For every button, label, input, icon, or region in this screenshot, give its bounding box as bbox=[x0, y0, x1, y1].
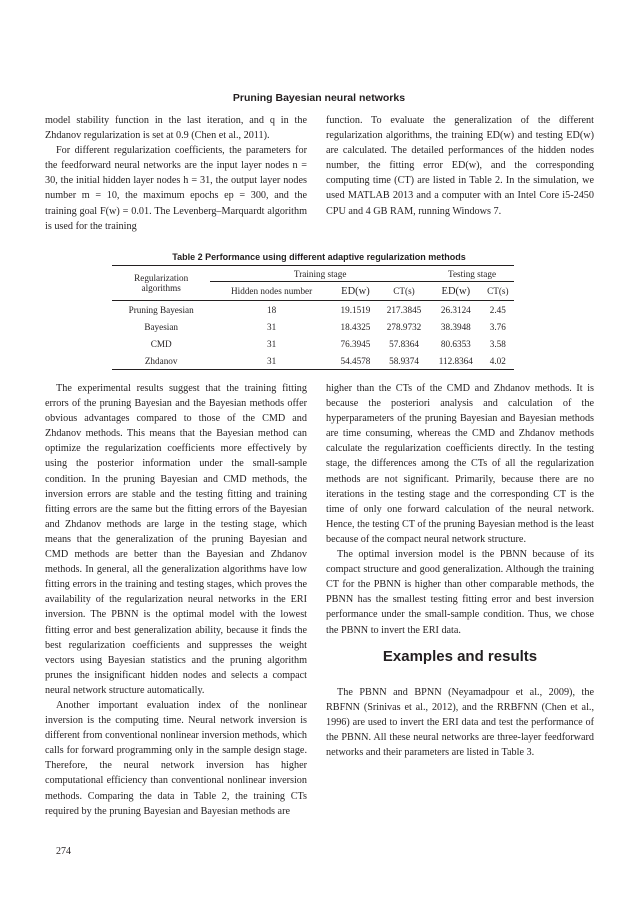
cell-ct-test: 4.02 bbox=[482, 352, 514, 370]
cell-ed-test: 38.3948 bbox=[440, 321, 471, 332]
top-right-column bbox=[326, 113, 594, 219]
table-row bbox=[112, 318, 514, 335]
header-ed-testing: ED(w) bbox=[430, 282, 482, 301]
top-left-column bbox=[45, 113, 307, 234]
cell-ct-train: 57.8364 bbox=[389, 338, 419, 349]
paragraph: The optimal inversion model is the PBNN because of its compact structure and good generalization. Although the training CT for the PBNN is higher than other comparable methods, the PBNN has the smallest testing fitting error and best inversion performance under the small-sample condition. Thus, we chose the PBNN to invert the ERI data. bbox=[326, 549, 594, 636]
cell-ct-train: 58.9374 bbox=[378, 352, 430, 370]
header-hidden-nodes: Hidden nodes number bbox=[210, 282, 333, 301]
header-ed-training: ED(w) bbox=[333, 282, 378, 301]
table-row bbox=[112, 352, 514, 370]
page-number: 274 bbox=[56, 846, 71, 857]
header-ct-testing: CT(s) bbox=[482, 282, 514, 301]
cell-hidden: 18 bbox=[267, 304, 277, 315]
cell-ct-train: 278.9732 bbox=[386, 321, 422, 332]
cell-ed-train: 54.4578 bbox=[333, 352, 378, 370]
bottom-left-column bbox=[45, 381, 307, 819]
bottom-right-column bbox=[326, 381, 594, 760]
cell-ct-test: 3.58 bbox=[489, 338, 506, 349]
paragraph: higher than the CTs of the CMD and Zhdanov methods. It is because the posteriori analysis and calculation of the hyperparameters of the pruning Bayesian and Bayesian methods are time consuming, whereas the CMD and Zhdanov methods calculate the regularization coefficients directly. In the testing stage, the differences among the CTs of all the regularization methods are not significant. Primarily, because there are no iterations in the testing stage and the corresponding CT is the time of only one forward calculation of the neural network. Hence, the testing CT of the pruning Bayesian method is the least because of the compact neural network structure. bbox=[326, 383, 594, 545]
paragraph: The PBNN and BPNN (Neyamadpour et al., 2009), the RBFNN (Srinivas et al., 2012), and the RRBFNN (Chen et al., 1996) are used to invert the ERI data and test the performance of the PBNN. All these neural networks are three-layer feedforward networks and their parameters are listed in Table 3. bbox=[326, 686, 594, 759]
performance-table bbox=[112, 265, 514, 370]
table-row bbox=[112, 301, 514, 319]
cell-algorithm: Pruning Bayesian bbox=[128, 304, 194, 315]
paragraph: For different regularization coefficients, the parameters for the feedforward neural networks are the input layer nodes n = 30, the initial hidden layer nodes h = 31, the output layer nodes number m = 10, the maximum epochs ep = 300, and the training goal F(w) = 0.01. The Levenberg–Marquardt algorithm is used for the training bbox=[45, 145, 307, 232]
cell-algorithm: Zhdanov bbox=[112, 352, 210, 370]
header-testing-stage: Testing stage bbox=[430, 266, 514, 282]
cell-ed-test: 80.6353 bbox=[440, 338, 471, 349]
cell-ct-train: 217.3845 bbox=[386, 304, 422, 315]
cell-hidden: 31 bbox=[267, 321, 277, 332]
header-ct-training: CT(s) bbox=[378, 282, 430, 301]
running-title: Pruning Bayesian neural networks bbox=[232, 92, 406, 104]
header-training-stage: Training stage bbox=[210, 266, 430, 282]
cell-hidden: 31 bbox=[267, 338, 277, 349]
paragraph: The experimental results suggest that the training fitting errors of the pruning Bayesian and the Bayesian methods offer obvious advantages compared to those of the CMD and Zhdanov methods. This means that the Bayesian method can optimize the regularization coefficients more effectively by using the posterior information under the small-sample condition. In the pruning Bayesian and CMD methods, the inversion errors are stable and the testing fitting and training fitting errors are the same but the fitting errors of the Bayesian and Zhdanov methods are large in the testing stage, which means that the generalization of the pruning Bayesian and CMD methods are better than the Bayesian and Zhdanov methods. In general, all the generalization algorithms have low fitting errors in the training and testing stages, which proves the availability of the regularization neural networks in the ERI inversion. The PBNN is the optimal model with the lowest fitting error and best generalization ability, because it finds the best regularization coefficients and suppresses the weight vectors using Bayesian statistics and the pruning algorithm prunes the insignificant hidden nodes and selects a compact neural network structure automatically. bbox=[45, 383, 307, 696]
header-reg-line2: algorithms bbox=[141, 283, 181, 293]
paragraph: Another important evaluation index of the nonlinear inversion is the computing time. Neural network inversion is different from conventional nonlinear inversion methods, which calls for forward programming only in the sample design stage. Therefore, the neural network inversion has higher computational efficiency than conventional nonlinear inversion methods. Comparing the data in Table 2, the training CTs required by the pruning Bayesian and Bayesian methods are bbox=[45, 699, 307, 817]
section-heading: Examples and results bbox=[382, 647, 538, 665]
paragraph: model stability function in the last iteration, and q in the Zhdanov regularization is set at 0.9 (Chen et al., 2011). bbox=[45, 115, 307, 142]
cell-hidden: 31 bbox=[210, 352, 333, 370]
cell-ed-train: 76.3945 bbox=[340, 338, 371, 349]
cell-ct-test: 2.45 bbox=[489, 304, 506, 315]
table-caption: Table 2 Performance using different adaptive regularization methods bbox=[172, 252, 466, 262]
cell-algorithm: Bayesian bbox=[144, 321, 178, 332]
cell-ed-train: 18.4325 bbox=[340, 321, 371, 332]
paragraph: function. To evaluate the generalization of the different regularization algorithms, the training ED(w) and testing ED(w) are calculated. The detailed performances of the hidden nodes number, the fitting error ED(w), and the corresponding computing time (CT) are listed in Table 2. In the simulation, we used MATLAB 2013 and a computer with an Intel Core i5-2450 CPU and 4 GB RAM, running Windows 7. bbox=[326, 115, 594, 217]
table-row bbox=[112, 335, 514, 352]
cell-ed-train: 19.1519 bbox=[340, 304, 371, 315]
cell-ct-test: 3.76 bbox=[489, 321, 506, 332]
cell-ed-test: 112.8364 bbox=[430, 352, 482, 370]
cell-ed-test: 26.3124 bbox=[440, 304, 471, 315]
cell-algorithm: CMD bbox=[150, 338, 172, 349]
header-regularization-algorithms bbox=[112, 266, 210, 301]
header-reg-line1: Regularization bbox=[134, 273, 189, 283]
